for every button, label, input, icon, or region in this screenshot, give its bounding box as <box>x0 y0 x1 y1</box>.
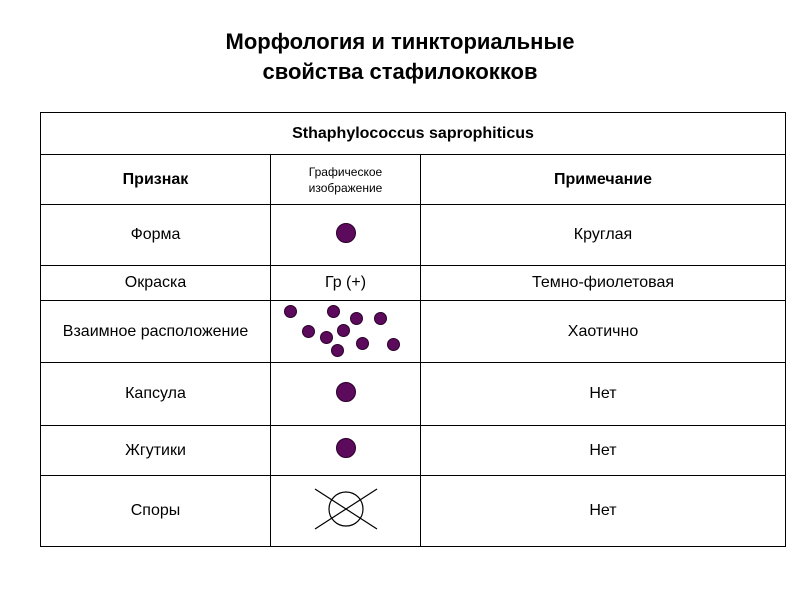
row-feature: Взаимное расположение <box>41 301 271 363</box>
header-note: Примечание <box>421 155 786 205</box>
coccus-icon <box>336 438 356 458</box>
row-feature: Окраска <box>41 266 271 301</box>
table-row <box>41 363 786 426</box>
crossed-spore-icon <box>311 485 381 533</box>
row-graphic-text: Гр (+) <box>271 266 421 301</box>
row-graphic <box>271 205 421 266</box>
coccus-icon <box>336 223 356 243</box>
coccus-dot <box>374 312 387 325</box>
coccus-dot <box>337 324 350 337</box>
header-graphic-line-2: изображение <box>308 180 383 195</box>
coccus-dot <box>356 337 369 350</box>
coccus-dot <box>387 338 400 351</box>
row-graphic <box>271 301 421 363</box>
table-row <box>41 476 786 547</box>
row-note: Круглая <box>421 205 786 266</box>
title-line-1: Морфология и тинкториальные <box>225 29 575 54</box>
row-note: Нет <box>421 426 786 476</box>
table-row <box>41 301 786 363</box>
coccus-dot <box>331 344 344 357</box>
table-row <box>41 205 786 266</box>
coccus-dot <box>284 305 297 318</box>
title-line-2: свойства стафилококков <box>262 59 538 84</box>
coccus-dot <box>350 312 363 325</box>
row-note: Нет <box>421 363 786 426</box>
row-note: Темно-фиолетовая <box>421 266 786 301</box>
row-graphic <box>271 426 421 476</box>
row-feature: Капсула <box>41 363 271 426</box>
row-note: Хаотично <box>421 301 786 363</box>
coccus-dot <box>320 331 333 344</box>
row-feature: Жгутики <box>41 426 271 476</box>
row-graphic <box>271 363 421 426</box>
header-graphic <box>271 155 421 205</box>
table-row <box>41 266 786 301</box>
coccus-icon <box>336 382 356 402</box>
row-feature: Форма <box>41 205 271 266</box>
header-graphic-line-1: Графическое <box>308 164 383 179</box>
header-row <box>41 155 786 205</box>
page-title <box>0 27 800 87</box>
header-feature: Признак <box>41 155 271 205</box>
species-row <box>41 113 786 155</box>
row-note: Нет <box>421 476 786 547</box>
coccus-dot <box>327 305 340 318</box>
properties-table <box>40 112 786 547</box>
table-row <box>41 426 786 476</box>
species-name: Sthaphylococcus saprophiticus <box>41 113 786 155</box>
row-feature: Споры <box>41 476 271 547</box>
scattered-cocci-icon <box>271 302 421 362</box>
coccus-dot <box>302 325 315 338</box>
row-graphic <box>271 476 421 547</box>
